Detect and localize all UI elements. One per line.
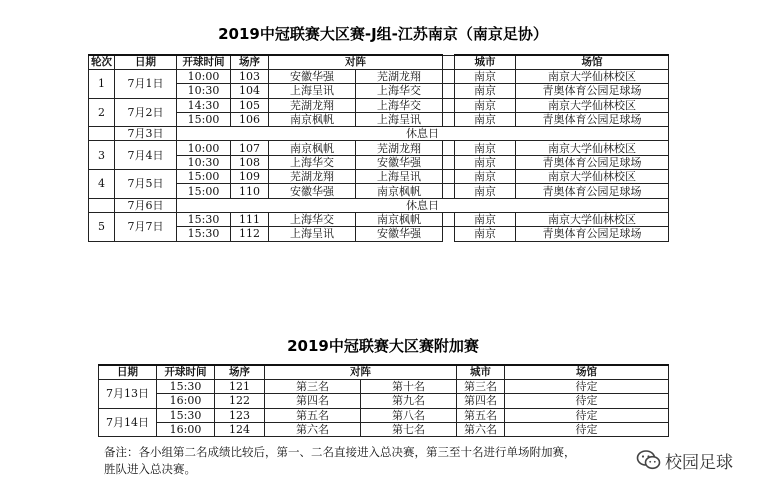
city-cell: 南京 [455, 98, 516, 112]
city-cell: 第三名 [457, 380, 505, 394]
home-team-cell: 上海华交 [269, 155, 356, 169]
venue-cell: 待定 [505, 380, 669, 394]
time-cell: 15:00 [177, 170, 231, 184]
table-row [89, 98, 669, 112]
time-cell: 10:30 [177, 84, 231, 98]
away-team-cell: 上海华交 [356, 98, 443, 112]
match-no-cell: 112 [231, 227, 269, 241]
home-team-cell: 上海呈讯 [269, 84, 356, 98]
city-cell: 南京 [455, 155, 516, 169]
city-cell: 第六名 [457, 422, 505, 436]
time-cell: 10:00 [177, 70, 231, 84]
match-no-cell: 108 [231, 155, 269, 169]
header-round: 轮次 [89, 55, 115, 70]
match-no-cell: 104 [231, 84, 269, 98]
header-time: 开球时间 [177, 55, 231, 70]
date-cell: 7月13日 [99, 380, 157, 409]
time-cell: 10:00 [177, 141, 231, 155]
rest-date-cell: 7月3日 [115, 127, 177, 141]
round-cell: 3 [89, 141, 115, 170]
header-venue: 场馆 [505, 365, 669, 380]
header-time: 开球时间 [157, 365, 215, 380]
date-cell: 7月4日 [115, 141, 177, 170]
away-team-cell: 第九名 [361, 394, 457, 408]
home-team-cell: 第四名 [265, 394, 361, 408]
match-no-cell: 103 [231, 70, 269, 84]
match-no-cell: 110 [231, 184, 269, 198]
watermark-text: 校园足球 [665, 452, 733, 473]
venue-cell: 青奥体育公园足球场 [516, 112, 669, 126]
away-team-cell: 芜湖龙翔 [356, 141, 443, 155]
table-header-row [89, 55, 669, 70]
match-no-cell: 105 [231, 98, 269, 112]
city-cell: 南京 [455, 227, 516, 241]
main-schedule-title: 2019中冠联赛大区赛-J组-江苏南京（南京足协） [218, 25, 548, 43]
time-cell: 14:30 [177, 98, 231, 112]
home-team-cell: 芜湖龙翔 [269, 98, 356, 112]
time-cell: 15:30 [157, 408, 215, 422]
away-team-cell: 第七名 [361, 422, 457, 436]
match-no-cell: 109 [231, 170, 269, 184]
away-team-cell: 第八名 [361, 408, 457, 422]
playoff-schedule-table [98, 364, 669, 437]
time-cell: 15:30 [157, 380, 215, 394]
time-cell: 15:30 [177, 227, 231, 241]
match-no-cell: 106 [231, 112, 269, 126]
match-no-cell: 123 [215, 408, 265, 422]
match-no-cell: 121 [215, 380, 265, 394]
table-header-row [99, 365, 669, 380]
time-cell: 15:00 [177, 184, 231, 198]
away-team-cell: 安徽华强 [356, 155, 443, 169]
venue-cell: 待定 [505, 422, 669, 436]
time-cell: 15:00 [177, 112, 231, 126]
away-team-cell: 第十名 [361, 380, 457, 394]
home-team-cell: 安徽华强 [269, 184, 356, 198]
table-row [99, 408, 669, 422]
city-cell: 南京 [455, 212, 516, 226]
table-row [99, 422, 669, 436]
venue-cell: 南京大学仙林校区 [516, 70, 669, 84]
rest-day-row [89, 198, 669, 212]
time-cell: 10:30 [177, 155, 231, 169]
footnote [104, 444, 664, 478]
wechat-icon [636, 448, 662, 472]
match-no-cell: 124 [215, 422, 265, 436]
header-match-no: 场序 [215, 365, 265, 380]
header-date: 日期 [99, 365, 157, 380]
city-cell: 南京 [455, 112, 516, 126]
city-cell: 南京 [455, 70, 516, 84]
watermark [636, 448, 733, 472]
away-team-cell: 南京枫帆 [356, 184, 443, 198]
home-team-cell: 第五名 [265, 408, 361, 422]
playoff-schedule-title: 2019中冠联赛大区赛附加赛 [287, 337, 479, 355]
venue-cell: 南京大学仙林校区 [516, 212, 669, 226]
venue-cell: 南京大学仙林校区 [516, 98, 669, 112]
away-team-cell: 上海华交 [356, 84, 443, 98]
rest-label-cell: 休息日 [177, 127, 669, 141]
venue-cell: 青奥体育公园足球场 [516, 227, 669, 241]
time-cell: 15:30 [177, 212, 231, 226]
home-team-cell: 南京枫帆 [269, 141, 356, 155]
match-no-cell: 107 [231, 141, 269, 155]
header-date: 日期 [115, 55, 177, 70]
table-row [89, 212, 669, 226]
date-cell: 7月5日 [115, 170, 177, 199]
venue-cell: 青奥体育公园足球场 [516, 184, 669, 198]
home-team-cell: 上海呈讯 [269, 227, 356, 241]
date-cell: 7月2日 [115, 98, 177, 127]
round-cell: 2 [89, 98, 115, 127]
home-team-cell: 南京枫帆 [269, 112, 356, 126]
city-cell: 第四名 [457, 394, 505, 408]
header-venue: 场馆 [516, 55, 669, 70]
venue-cell: 青奥体育公园足球场 [516, 155, 669, 169]
header-matchup: 对阵 [269, 55, 443, 70]
footnote-line-2: 胜队进入总决赛。 [104, 462, 196, 476]
away-team-cell: 上海呈讯 [356, 112, 443, 126]
match-no-cell: 122 [215, 394, 265, 408]
city-cell: 南京 [455, 184, 516, 198]
venue-cell: 南京大学仙林校区 [516, 141, 669, 155]
table-row [89, 170, 669, 184]
venue-cell: 青奥体育公园足球场 [516, 84, 669, 98]
home-team-cell: 芜湖龙翔 [269, 170, 356, 184]
rest-date-cell: 7月6日 [115, 198, 177, 212]
city-cell: 南京 [455, 141, 516, 155]
date-cell: 7月1日 [115, 70, 177, 99]
date-cell: 7月7日 [115, 212, 177, 241]
home-team-cell: 上海华交 [269, 212, 356, 226]
table-row [99, 380, 669, 394]
header-city: 城市 [457, 365, 505, 380]
away-team-cell: 芜湖龙翔 [356, 70, 443, 84]
table-row [89, 141, 669, 155]
home-team-cell: 第六名 [265, 422, 361, 436]
header-match-no: 场序 [231, 55, 269, 70]
table-row [99, 394, 669, 408]
away-team-cell: 南京枫帆 [356, 212, 443, 226]
header-city: 城市 [455, 55, 516, 70]
time-cell: 16:00 [157, 422, 215, 436]
round-cell: 4 [89, 170, 115, 199]
header-matchup: 对阵 [265, 365, 457, 380]
away-team-cell: 安徽华强 [356, 227, 443, 241]
home-team-cell: 第三名 [265, 380, 361, 394]
city-cell: 第五名 [457, 408, 505, 422]
table-row [89, 70, 669, 84]
round-cell: 1 [89, 70, 115, 99]
time-cell: 16:00 [157, 394, 215, 408]
city-cell: 南京 [455, 170, 516, 184]
match-no-cell: 111 [231, 212, 269, 226]
round-cell: 5 [89, 212, 115, 241]
rest-label-cell: 休息日 [177, 198, 669, 212]
footnote-line-1: 备注：各小组第二名成绩比较后，第一、二名直接进入总决赛，第三至十名进行单场附加赛， [104, 445, 576, 459]
rest-day-row [89, 127, 669, 141]
venue-cell: 待定 [505, 408, 669, 422]
venue-cell: 待定 [505, 394, 669, 408]
city-cell: 南京 [455, 84, 516, 98]
venue-cell: 南京大学仙林校区 [516, 170, 669, 184]
home-team-cell: 安徽华强 [269, 70, 356, 84]
date-cell: 7月14日 [99, 408, 157, 437]
main-schedule-table [88, 54, 669, 242]
away-team-cell: 上海呈讯 [356, 170, 443, 184]
